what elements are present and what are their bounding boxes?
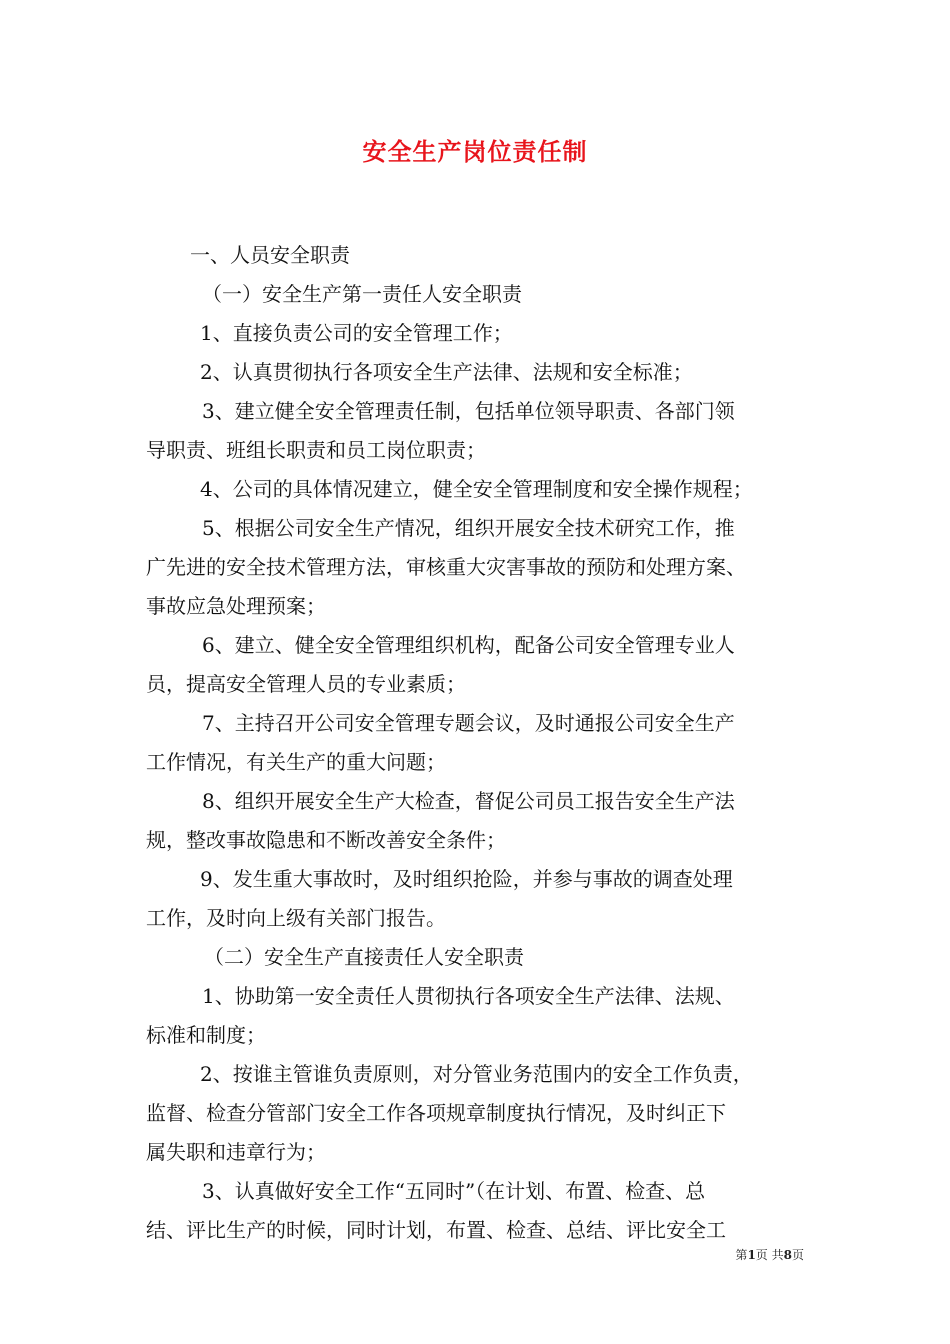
text-line: 监督、检查分管部门安全工作各项规章制度执行情况，及时纠正下 <box>146 1101 726 1125</box>
text-line: 广先进的安全技术管理方法，审核重大灾害事故的预防和处理方案、 <box>146 555 746 579</box>
document-body <box>146 236 806 1250</box>
text-line: 9、发生重大事故时，及时组织抢险，并参与事故的调查处理 <box>200 867 733 891</box>
text-line: 5、根据公司安全生产情况，组织开展安全技术研究工作，推 <box>202 516 735 540</box>
text-line: 属失职和违章行为； <box>146 1140 326 1164</box>
text-line: 员，提高安全管理人员的专业素质； <box>146 672 466 696</box>
text-line: 结、评比生产的时候，同时计划，布置、检查、总结、评比安全工 <box>146 1218 726 1242</box>
text-line: 8、组织开展安全生产大检查，督促公司员工报告安全生产法 <box>202 789 735 813</box>
total-page-count: 8 <box>783 1248 792 1262</box>
text-line: 工作，及时向上级有关部门报告。 <box>146 906 446 930</box>
text-line: 6、建立、健全安全管理组织机构，配备公司安全管理专业人 <box>202 633 735 657</box>
footer-prefix: 第 <box>735 1248 748 1262</box>
text-line: 导职责、班组长职责和员工岗位职责； <box>146 438 486 462</box>
footer-middle: 页 共 <box>755 1248 784 1262</box>
text-line: 事故应急处理预案； <box>146 594 326 618</box>
text-line: 规，整改事故隐患和不断改善安全条件； <box>146 828 506 852</box>
text-line: 1、协助第一安全责任人贯彻执行各项安全生产法律、法规、 <box>202 984 735 1008</box>
text-line: 工作情况，有关生产的重大问题； <box>146 750 446 774</box>
text-line: （二）安全生产直接责任人安全职责 <box>204 945 524 969</box>
text-line: 一、人员安全职责 <box>190 243 350 267</box>
text-line: 标准和制度； <box>146 1023 266 1047</box>
text-line: 3、认真做好安全工作“五同时”（在计划、布置、检查、总 <box>202 1179 706 1203</box>
text-line: （一）安全生产第一责任人安全职责 <box>202 282 522 306</box>
text-line: 4、公司的具体情况建立，健全安全管理制度和安全操作规程； <box>200 477 753 501</box>
document-title: 安全生产岗位责任制 <box>362 137 588 166</box>
footer-suffix: 页 <box>791 1248 804 1262</box>
text-line: 3、建立健全安全管理责任制，包括单位领导职责、各部门领 <box>202 399 735 423</box>
text-line: 1、直接负责公司的安全管理工作； <box>200 321 513 345</box>
current-page-number: 1 <box>747 1248 756 1262</box>
text-line: 7、主持召开公司安全管理专题会议，及时通报公司安全生产 <box>202 711 735 735</box>
text-line: 2、认真贯彻执行各项安全生产法律、法规和安全标准； <box>200 360 693 384</box>
text-line: 2、按谁主管谁负责原则，对分管业务范围内的安全工作负责， <box>200 1062 753 1086</box>
page-footer <box>735 1246 804 1263</box>
